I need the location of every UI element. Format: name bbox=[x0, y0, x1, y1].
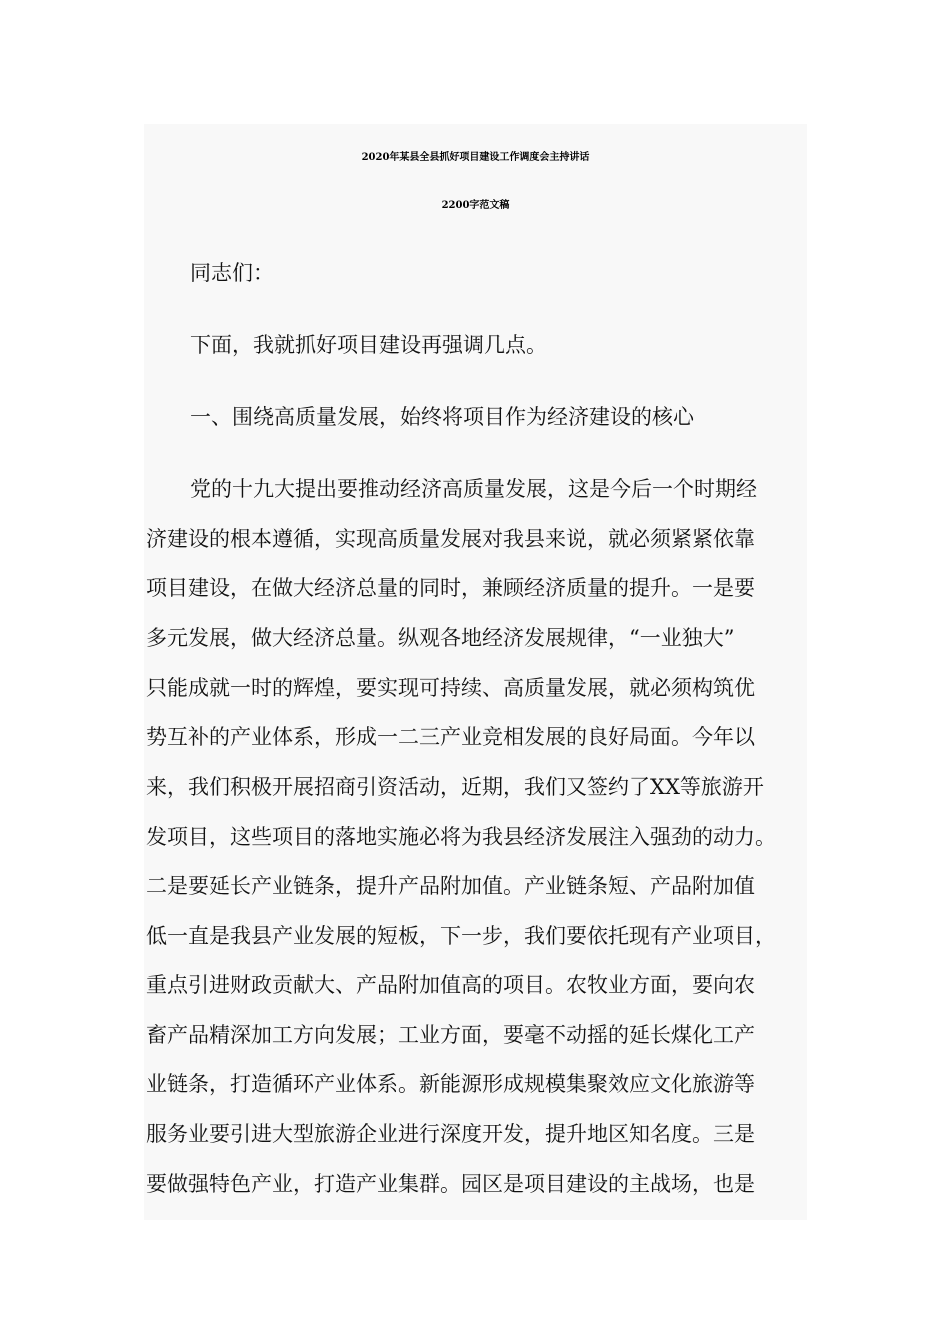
body-line: 发项目，这些项目的落地实施必将为我县经济发展注入强劲的动力。 bbox=[146, 825, 776, 849]
body-line: 服务业要引进大型旅游企业进行深度开发，提升地区知名度。三是 bbox=[146, 1122, 755, 1146]
body-line: 只能成就一时的辉煌，要实现可持续、高质量发展，就必须构筑优 bbox=[146, 676, 755, 700]
body-line: 业链条，打造循环产业体系。新能源形成规模集聚效应文化旅游等 bbox=[146, 1072, 755, 1096]
section-heading-1: 一、围绕高质量发展，始终将项目作为经济建设的核心 bbox=[190, 405, 694, 429]
body-line: 二是要延长产业链条，提升产品附加值。产业链条短、产品附加值 bbox=[146, 874, 755, 898]
intro-paragraph: 下面，我就抓好项目建设再强调几点。 bbox=[190, 333, 547, 357]
salutation: 同志们： bbox=[190, 261, 274, 285]
body-line: 势互补的产业体系，形成一二三产业竞相发展的良好局面。今年以 bbox=[146, 725, 755, 749]
body-line: 要做强特色产业，打造产业集群。园区是项目建设的主战场，也是 bbox=[146, 1172, 755, 1196]
document-text-area bbox=[144, 124, 807, 1220]
body-line: 低一直是我县产业发展的短板，下一步，我们要依托现有产业项目， bbox=[146, 924, 776, 948]
body-line: 来，我们积极开展招商引资活动，近期，我们又签约了XX等旅游开 bbox=[146, 775, 764, 799]
document-title-line-2: 2200字范文稿 bbox=[441, 200, 510, 211]
document-title-line-1: 2020年某县全县抓好项目建设工作调度会主持讲话 bbox=[361, 152, 590, 163]
body-line: 多元发展，做大经济总量。纵观各地经济发展规律，“一业独大” bbox=[146, 626, 735, 650]
body-line: 党的十九大提出要推动经济高质量发展，这是今后一个时期经 bbox=[190, 477, 757, 501]
body-line: 济建设的根本遵循，实现高质量发展对我县来说，就必须紧紧依靠 bbox=[146, 527, 755, 551]
body-line: 畜产品精深加工方向发展；工业方面，要毫不动摇的延长煤化工产 bbox=[146, 1023, 755, 1047]
body-line: 项目建设，在做大经济总量的同时，兼顾经济质量的提升。一是要 bbox=[146, 576, 755, 600]
body-line: 重点引进财政贡献大、产品附加值高的项目。农牧业方面，要向农 bbox=[146, 973, 755, 997]
